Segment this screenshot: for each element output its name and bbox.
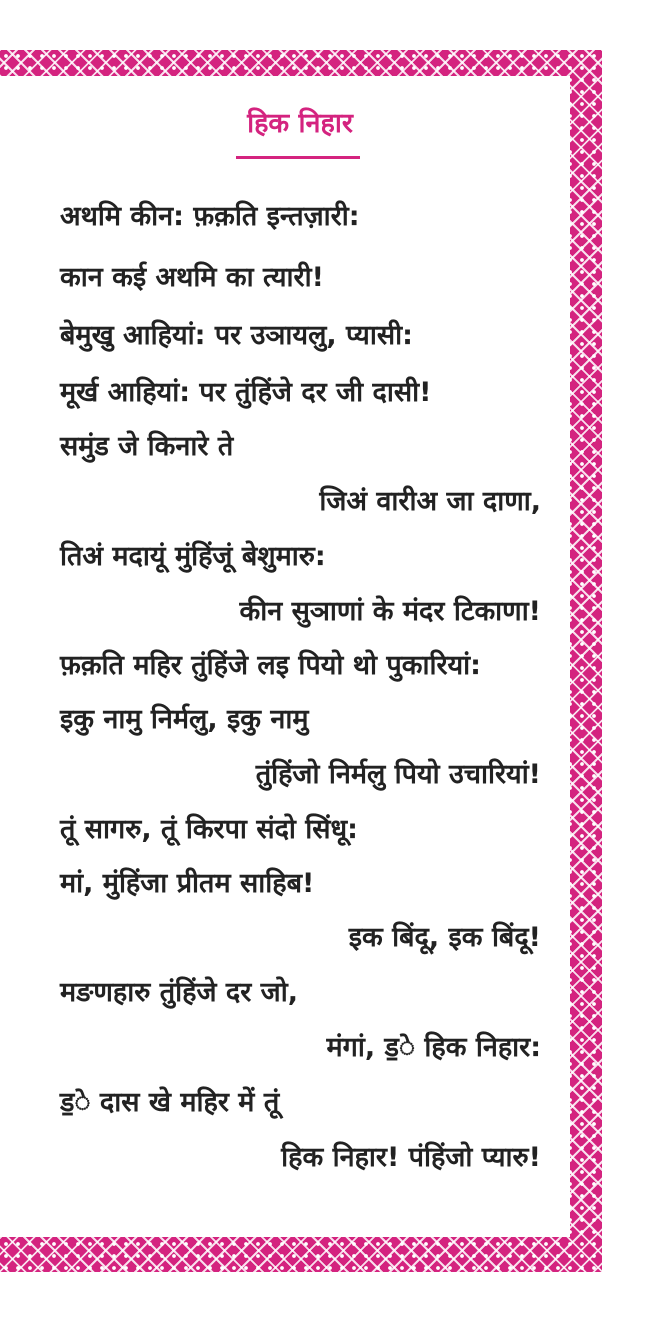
- poem-line: हिक निहार! पंहिंजो प्यारु!: [281, 1142, 541, 1173]
- poem-line: तिअं मदायूं मुंहिंजूं बेशुमारु:: [60, 541, 326, 572]
- poem-title: हिक निहार: [247, 108, 353, 139]
- poem-line: मङणहारु तुंहिंजे दर जो,: [60, 977, 298, 1008]
- poem-line: कान कई अथमि का त्यारी!: [60, 262, 324, 293]
- title-underline: [236, 156, 360, 159]
- poem-line: फ़क़ति महिर तुंहिंजे लइ पियो थो पुकारियां:: [60, 650, 481, 681]
- poem-line: मंगां, ड॒े हिक निहार:: [326, 1032, 541, 1063]
- poem-line: कीन सुञाणां के मंदर टिकाणा!: [239, 596, 541, 627]
- poem-line: बेमुखु आहियां: पर उञायलु, प्यासी:: [60, 320, 413, 351]
- poem-line: इकु नामु निर्मलु, इकु नामु: [60, 704, 309, 735]
- poem-line: जिअं वारीअ जा दाणा,: [319, 486, 541, 517]
- poem-line: तुंहिंजो निर्मलु पियो उचारियां!: [255, 759, 541, 790]
- poem-line: अथमि कीन: फ़क़ति इन्तज़ारी:: [60, 201, 360, 232]
- poem-line: ड॒े दास खे महिर में तूं: [60, 1087, 280, 1118]
- poem-line: तूं सागरु, तूं किरपा संदो सिंधू:: [60, 814, 358, 845]
- poem-line: समुंड जे किनारे ते: [60, 431, 234, 462]
- poem-line: इक बिंदू, इक बिंदू!: [348, 922, 541, 953]
- poem-line: मां, मुंहिंजा प्रीतम साहिब!: [60, 868, 315, 899]
- poem-line: मूर्ख आहियां: पर तुंहिंजे दर जी दासी!: [60, 377, 432, 408]
